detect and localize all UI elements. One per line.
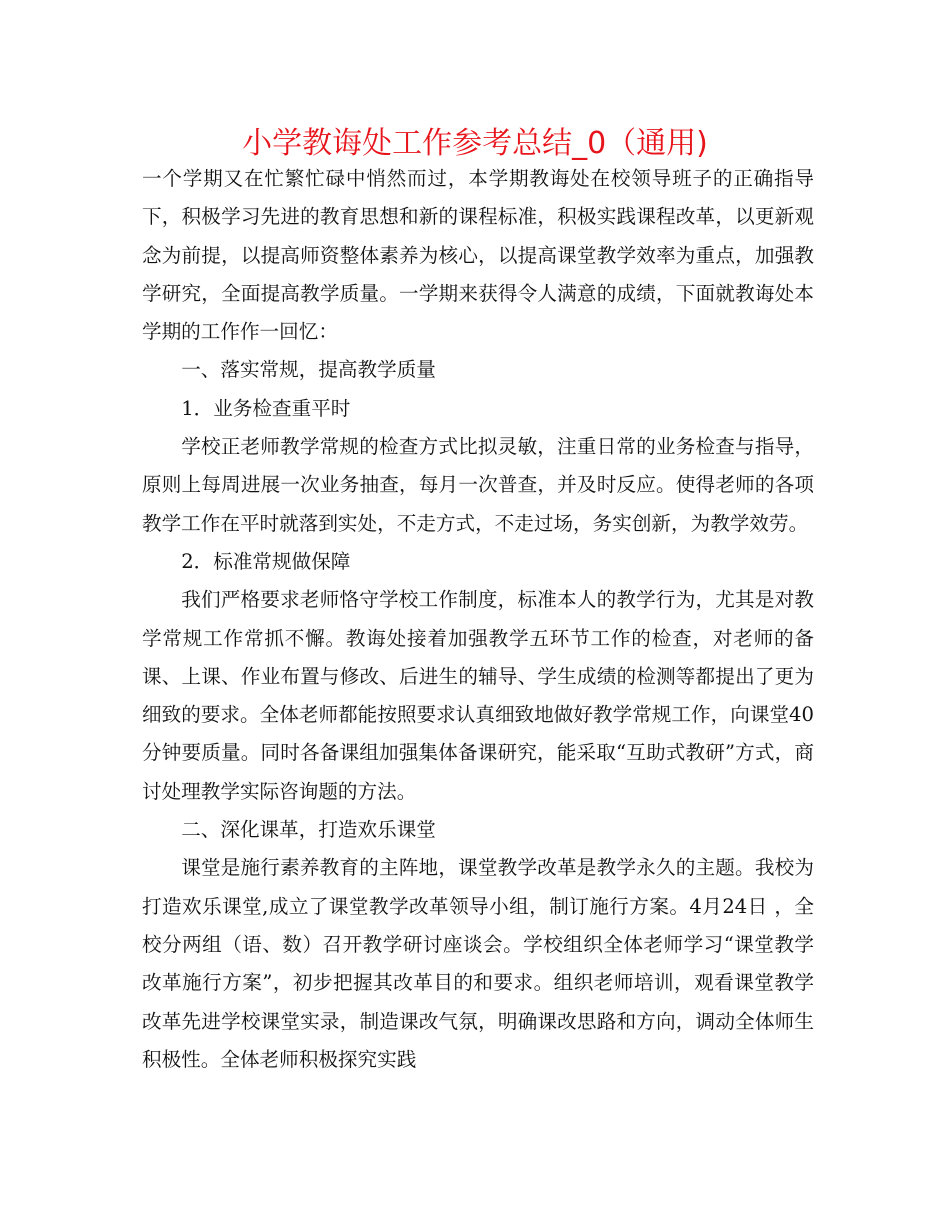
paragraph-standard-routine: 我们严格要求老师恪守学校工作制度，标准本人的教学行为，尤其是对教学常规工作常抓不懈。教诲处接着加强教学五环节工作的检查，对老师的备课、上课、作业布置与修改、后进生的辅导、学生成绩的检测等都提出了更为细致的要求。全体老师都能按照要求认真细致地做好教学常规工作，向课堂40分钟要质量。同时各备课组加强集体备课研究，能采取“互助式教研”方式，商讨处理教学实际咨询题的方法。 xyxy=(142,588,814,803)
paragraph-intro: 一个学期又在忙繁忙碌中悄然而过，本学期教诲处在校领导班子的正确指导下，积极学习先进的教育思想和新的课程标准，积极实践课程改革，以更新观念为前提，以提高师资整体素养为核心，以提高课堂教学效率为重点，加强教学研究，全面提高教学质量。一学期来获得令人满意的成绩，下面就教诲处本学期的工作作一回忆： xyxy=(142,167,814,344)
document-body xyxy=(142,160,814,1079)
section-heading-2: 二、深化课革，打造欢乐课堂 xyxy=(181,818,436,842)
document-title: 小学教诲处工作参考总结_0（通用) xyxy=(242,126,708,161)
subsection-heading-1-1: 1．业务检查重平时 xyxy=(181,396,351,420)
section-heading-1: 一、落实常规，提高教学质量 xyxy=(181,358,436,382)
paragraph-classroom-reform: 课堂是施行素养教育的主阵地，课堂教学改革是教学永久的主题。我校为打造欢乐课堂,成立了课堂教学改革领导小组，制订施行方案。4月24日 ，全校分两组（语、数）召开教学研讨座谈会。学校组织全体老师学习“课堂教学改革施行方案”，初步把握其改革目的和要求。组织老师培训，观看课堂教学改革先进学校课堂实录，制造课改气氛，明确课改思路和方向，调动全体师生积极性。全体老师积极探究实践 xyxy=(142,856,814,1071)
paragraph-business-check: 学校正老师教学常规的检查方式比拟灵敏，注重日常的业务检查与指导，原则上每周进展一次业务抽查，每月一次普查，并及时反应。使得老师的各项教学工作在平时就落到实处，不走方式，不走过场，务实创新，为教学效劳。 xyxy=(142,435,814,535)
subsection-heading-1-2: 2．标准常规做保障 xyxy=(181,549,351,573)
